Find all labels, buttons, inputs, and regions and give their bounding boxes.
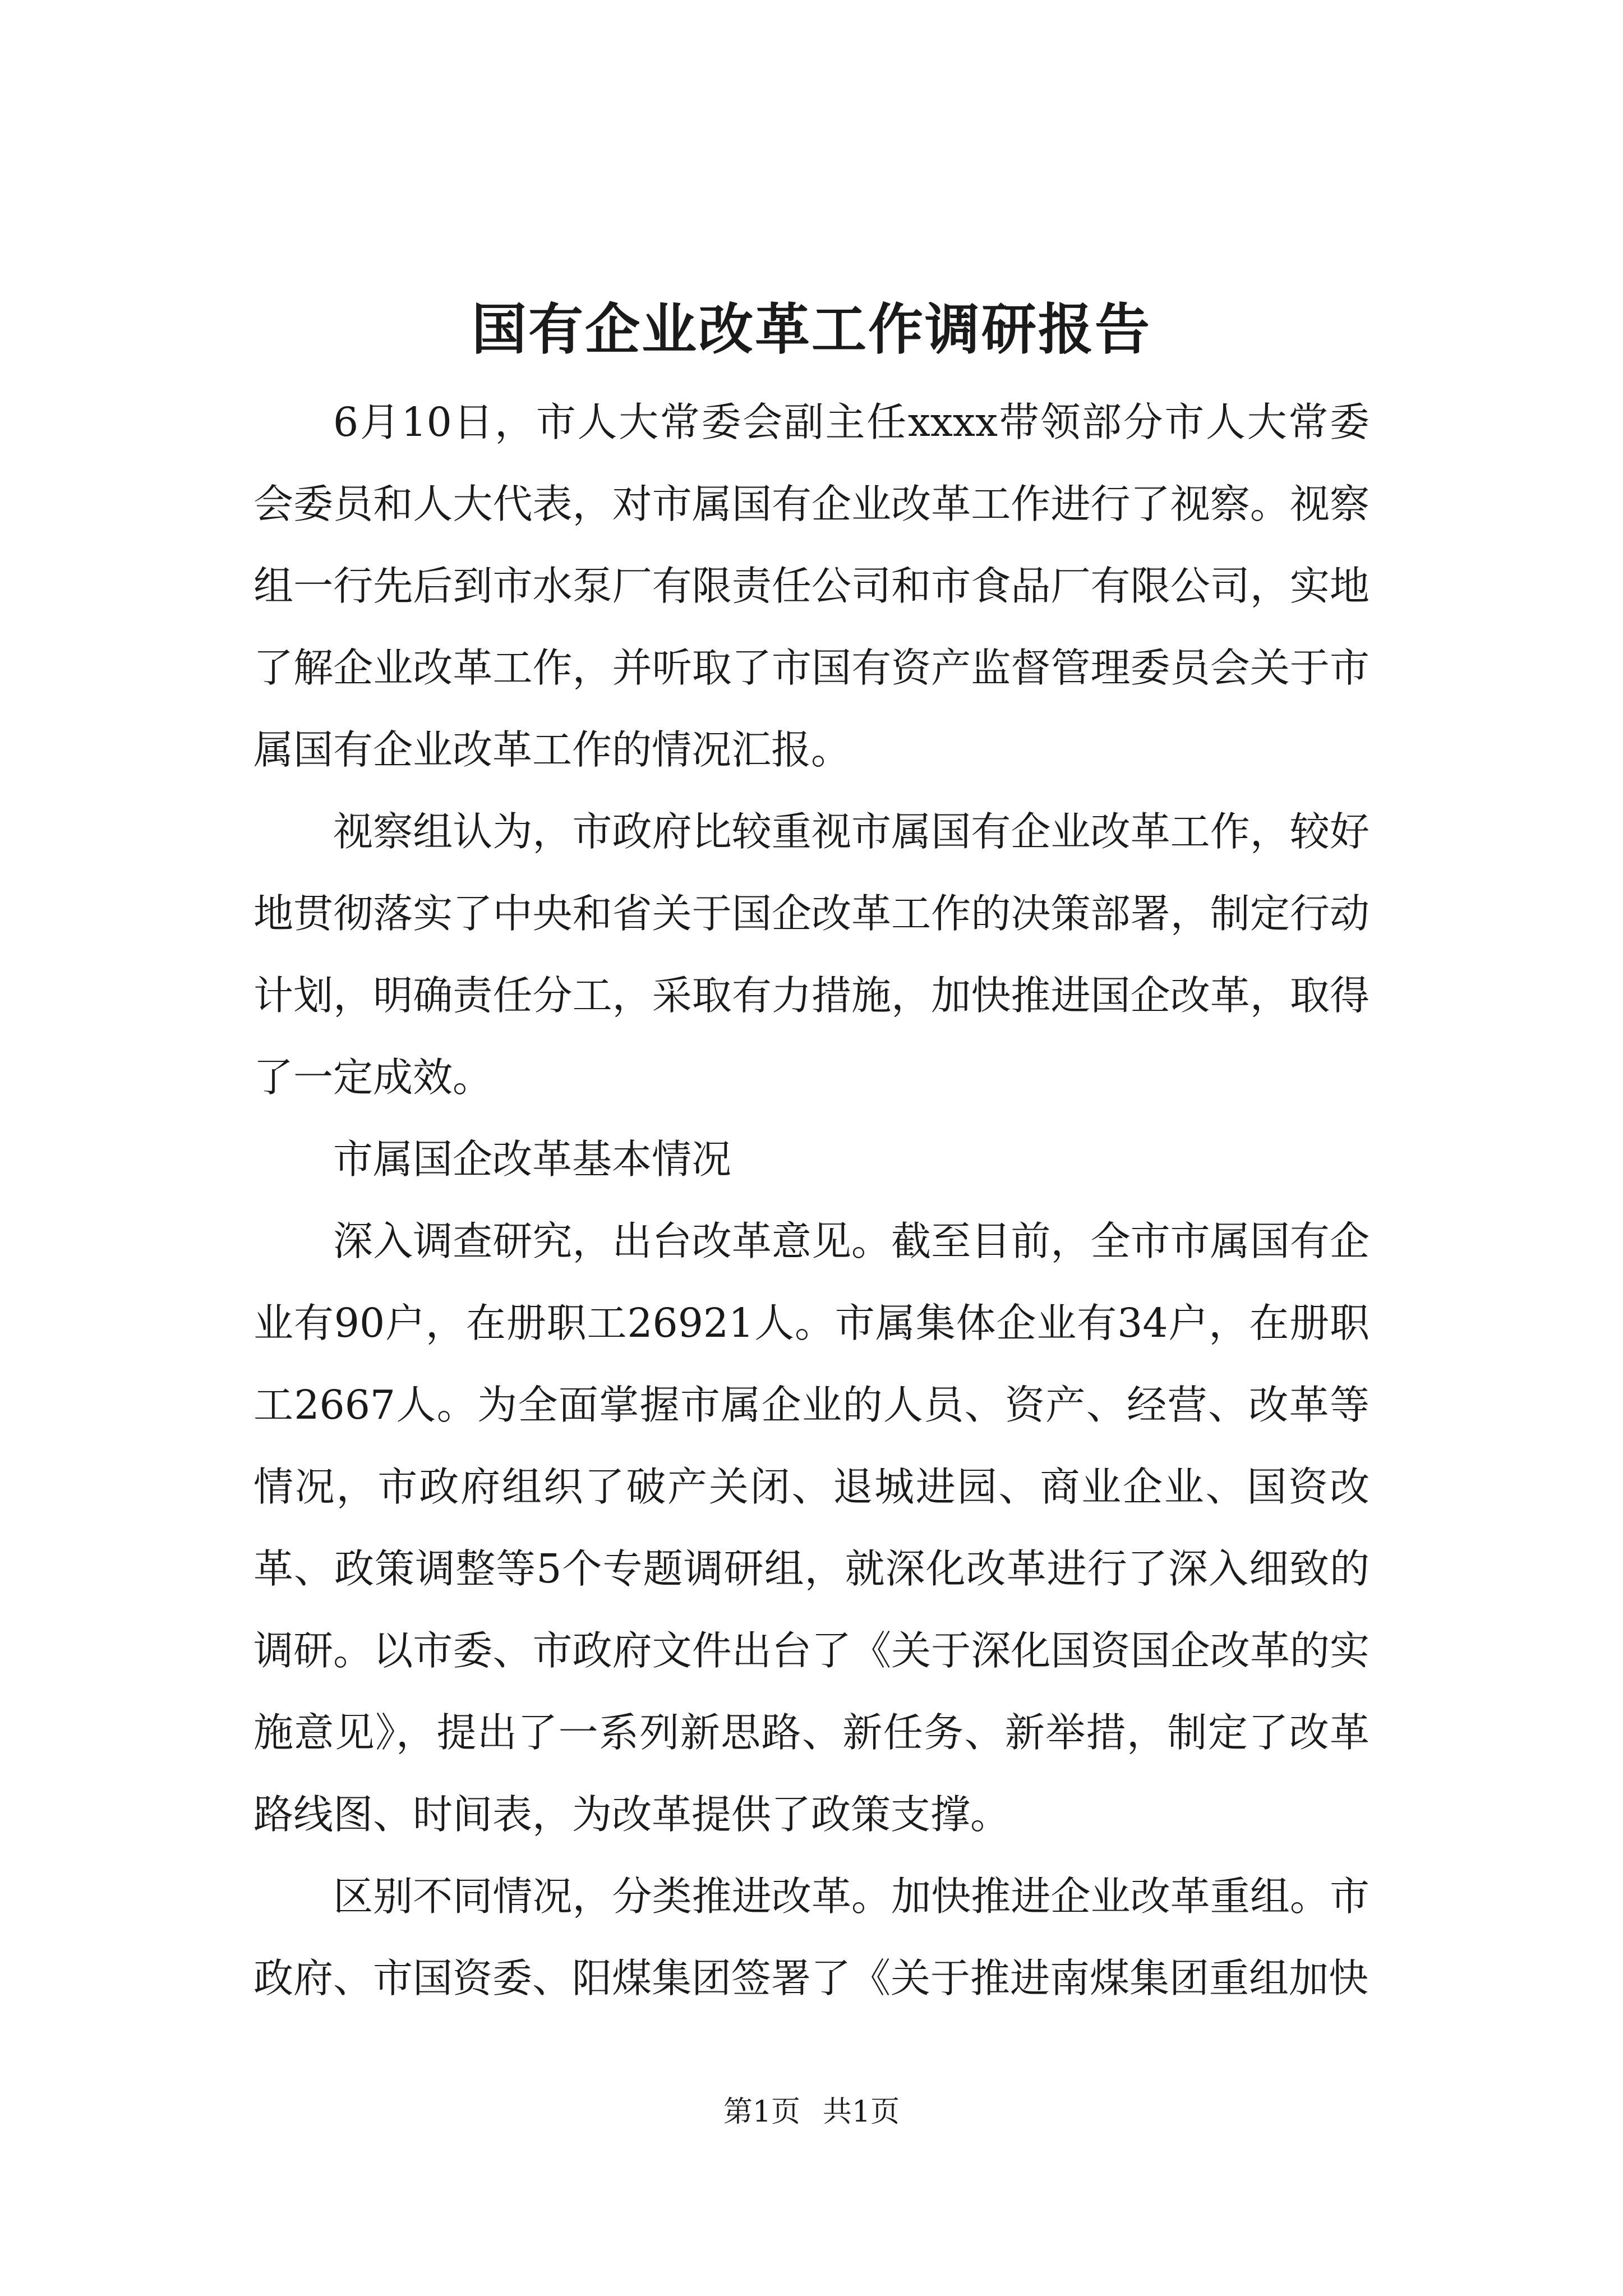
- paragraph-research-and-policy: 深入调查研究，出台改革意见。截至目前，全市市属国有企业有90户，在册职工26921人。市属集体企业有34户，在册职工2667人。为全面掌握市属企业的人员、资产、经营、改革等情况，市政府组织了破产关闭、退城进园、商业企业、国资改革、政策调整等5个专题调研组，就深化改革进行了深入细致的调研。以市委、市政府文件出台了《关于深化国资国企改革的实施意见》，提出了一系列新思路、新任务、新举措，制定了改革路线图、时间表，为改革提供了政策支撑。: [253, 1218, 1370, 1838]
- document-title: 国有企业改革工作调研报告: [471, 297, 1151, 362]
- page-total: 共1页: [823, 2095, 900, 2129]
- paragraph-classified-reform: 区别不同情况，分类推进改革。加快推进企业改革重组。市政府、市国资委、阳煤集团签署了《关于推进南煤集团重组加快: [253, 1873, 1370, 2001]
- section-heading-basic-situation: 市属国企改革基本情况: [333, 1136, 732, 1182]
- paragraph-inspection-visit: 6月10日，市人大常委会副主任xxxx带领部分市人大常委会委员和人大代表，对市属国有企业改革工作进行了视察。视察组一行先后到市水泵厂有限责任公司和市食品厂有限公司，实地了解企业改革工作，并听取了市国有资产监督管理委员会关于市属国有企业改革工作的情况汇报。: [253, 399, 1370, 773]
- paragraph-assessment: 视察组认为，市政府比较重视市属国有企业改革工作，较好地贯彻落实了中央和省关于国企改革工作的决策部署，制定行动计划，明确责任分工，采取有力措施，加快推进国企改革，取得了一定成效。: [253, 808, 1370, 1101]
- document-body: [253, 381, 1370, 2019]
- page-number: 第1页: [723, 2095, 800, 2129]
- page-footer: [0, 2092, 1623, 2132]
